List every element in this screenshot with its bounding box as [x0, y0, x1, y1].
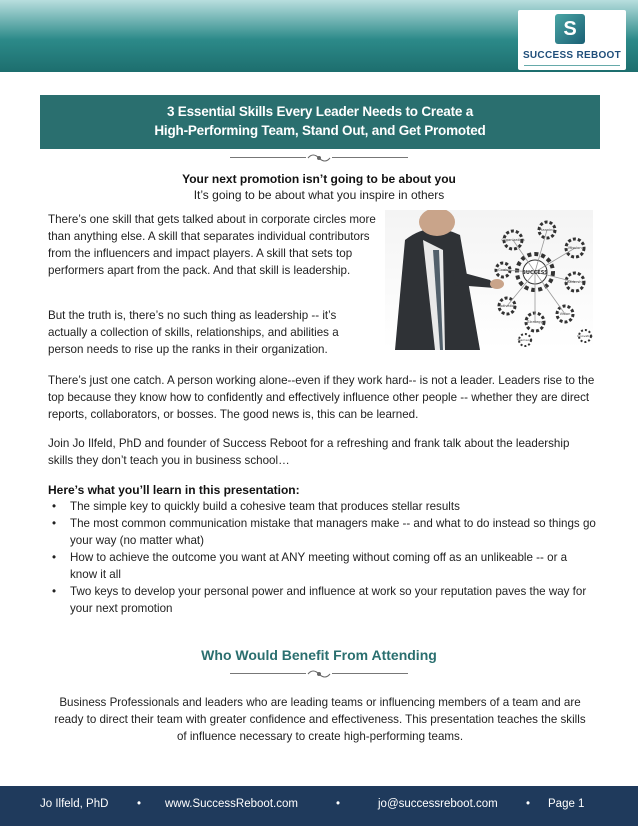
footer-separator: •	[526, 798, 531, 810]
flourish-icon	[306, 152, 332, 164]
intro-paragraph-2: But the truth is, there’s no such thing as leadership -- it’s actually a collection of skills, relationships, and abilities a person needs to rise up the ranks in their organization.	[48, 309, 339, 356]
learn-list	[48, 498, 596, 617]
list-item	[48, 583, 596, 617]
ornament-divider	[230, 668, 408, 680]
company-logo[interactable]	[518, 10, 626, 70]
list-item	[48, 515, 596, 549]
leadership-hero-image	[385, 210, 593, 350]
hero-label: Goals	[497, 268, 509, 272]
logo-text: SUCCESS REBOOT	[522, 50, 622, 61]
bullet-icon: •	[52, 517, 57, 530]
footer-email-link[interactable]: jo@successreboot.com	[378, 798, 498, 810]
title-line-1: 3 Essential Skills Every Leader Needs to Create a	[166, 104, 474, 119]
bullet-icon: •	[52, 500, 57, 513]
intro-paragraph-3: There’s just one catch. A person working alone--even if they work hard-- is not a leader. Leaders rise to the top because they know how to confidently and effectively influence other people -- whether they are direct reports, collaborators, or bosses. The good news is, this can be learned.	[48, 374, 595, 421]
footer-separator: •	[336, 798, 341, 810]
list-item-text: The simple key to quickly build a cohesive team that produces stellar results	[70, 500, 460, 513]
hero-label: Vision	[559, 312, 571, 316]
title-line-2: High-Performing Team, Stand Out, and Get Promoted	[154, 123, 486, 138]
tagline-bold: Your next promotion isn’t going to be about you	[182, 172, 456, 186]
hero-label: Leadership	[565, 280, 585, 284]
hero-label: Strategy	[527, 320, 543, 324]
list-item-text: The most common communication mistake that managers make -- and what to do instead so things go your way (no matter what)	[70, 517, 596, 547]
tagline-subtitle: It’s going to be about what you inspire in others	[193, 188, 445, 202]
list-item-text: How to achieve the outcome you want at ANY meeting without coming off as an unlikeable -- or a know it all	[70, 551, 568, 581]
hero-label: Teamwork	[517, 338, 533, 342]
footer-separator: •	[137, 798, 142, 810]
hero-label: Innovation	[577, 334, 593, 338]
ornament-divider	[230, 152, 408, 164]
benefit-paragraph: Business Professionals and leaders who are leading teams or influencing members of a team and are ready to direct their team with greater confidence and effectiveness. This presentation teaches the skills of influence necessary to create high-performing teams.	[54, 696, 586, 743]
list-item-text: Two keys to develop your personal power and influence at work so your reputation paves the way for your next promotion	[70, 585, 587, 615]
list-item	[48, 498, 596, 515]
footer-website-link[interactable]: www.SuccessReboot.com	[165, 798, 298, 810]
hero-label: Planning	[539, 228, 555, 232]
logo-mark-icon: S	[555, 14, 585, 44]
page-number: Page 1	[548, 798, 585, 810]
hero-label: Organization	[501, 238, 525, 242]
footer-author: Jo Ilfeld, PhD	[40, 798, 109, 810]
learn-heading: Here’s what you’ll learn in this presentation:	[48, 483, 300, 497]
logo-underline	[524, 65, 620, 66]
benefit-heading: Who Would Benefit From Attending	[201, 647, 437, 663]
title-banner	[40, 95, 600, 149]
hero-label: Mission	[568, 246, 582, 250]
bullet-icon: •	[52, 551, 57, 564]
list-item	[48, 549, 596, 583]
header-band	[0, 0, 638, 72]
page-footer	[0, 786, 638, 826]
flourish-icon	[306, 668, 332, 680]
bullet-icon: •	[52, 585, 57, 598]
intro-paragraph-4: Join Jo Ilfeld, PhD and founder of Success Reboot for a refreshing and frank talk about the leadership skills they don’t teach you in business school…	[48, 437, 570, 467]
hero-label: Motivation	[497, 304, 517, 308]
businessman-gears-illustration	[385, 210, 593, 350]
hero-center-label: SUCCESS	[522, 270, 548, 276]
intro-paragraph-1: There’s one skill that gets talked about in corporate circles more than anything else. A skill that separates individual contributors from the influencers and impact players. A skill that sets top performers apart from the pack. And that skill is leadership.	[48, 213, 376, 277]
